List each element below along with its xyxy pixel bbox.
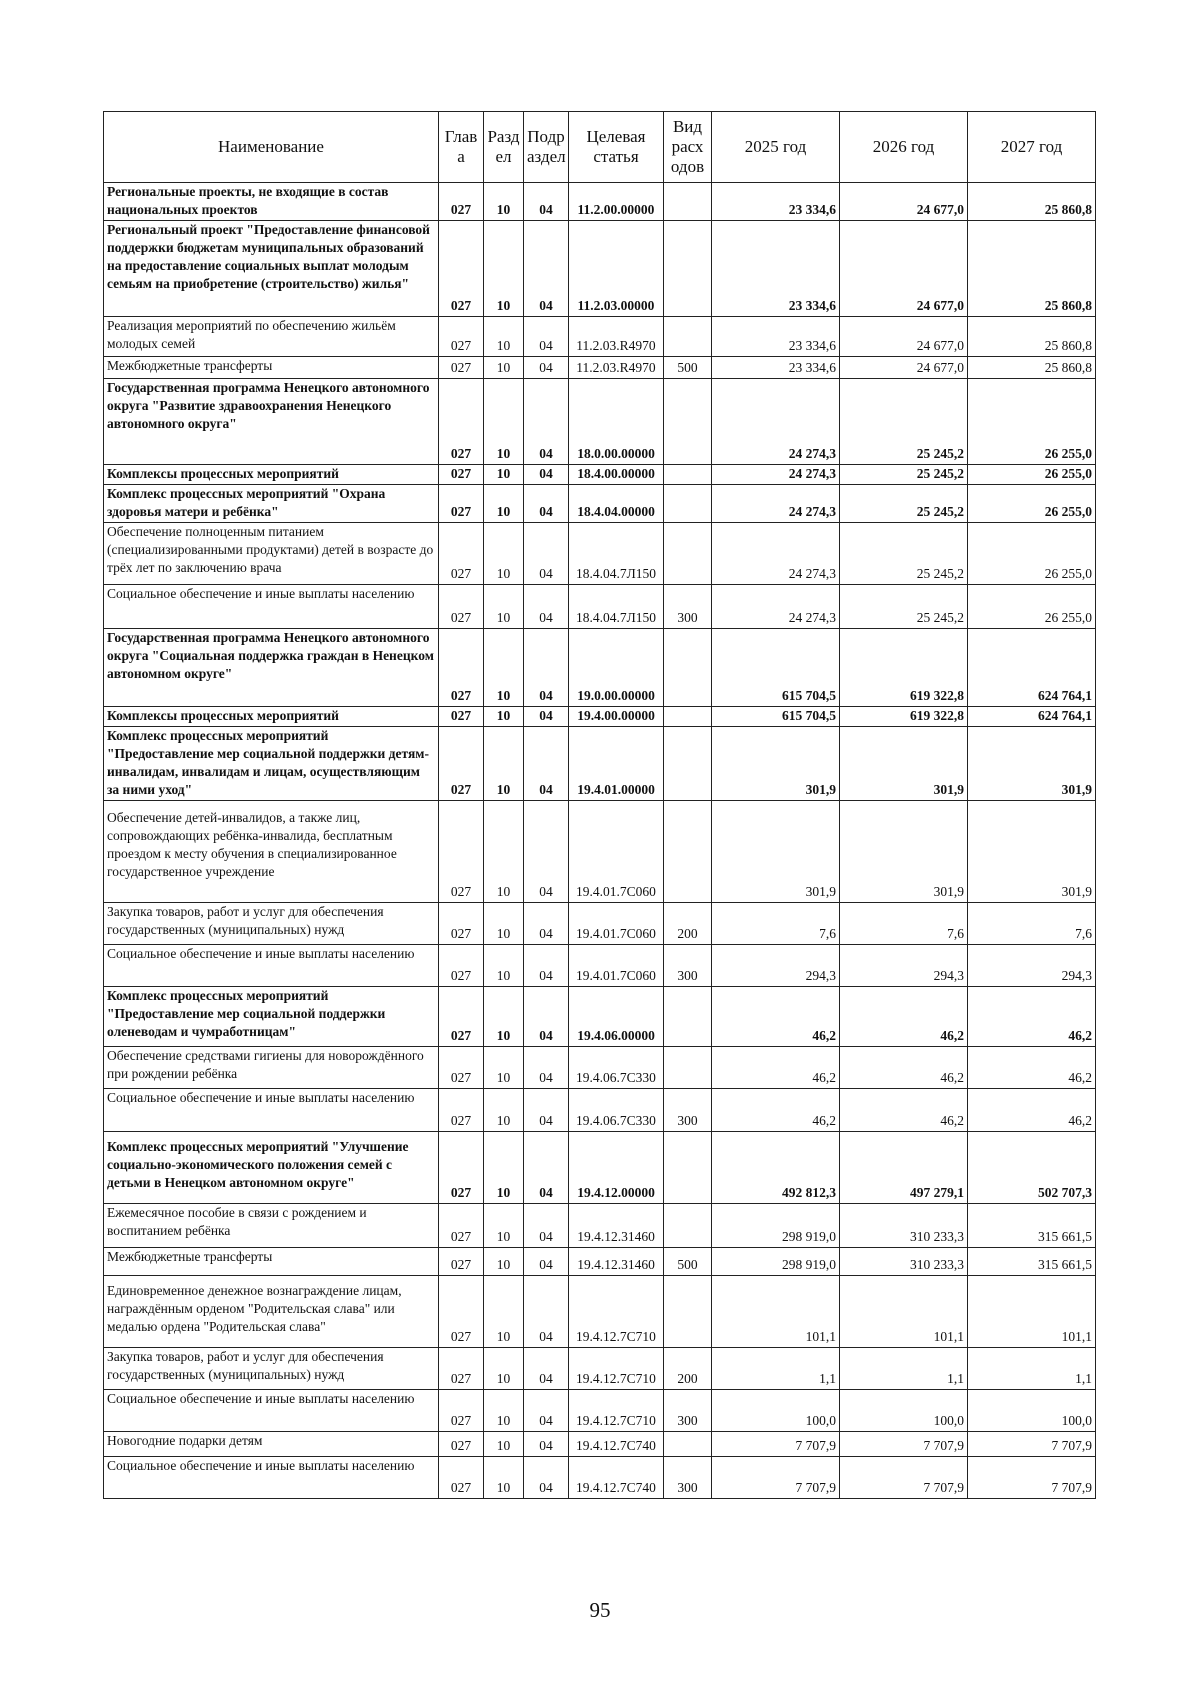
row-section: 10 — [484, 903, 524, 945]
row-value-2027: 624 764,1 — [968, 629, 1096, 707]
header-2027: 2027 год — [968, 112, 1096, 183]
budget-table — [103, 111, 1096, 1499]
row-chapter: 027 — [439, 1132, 484, 1204]
row-chapter: 027 — [439, 801, 484, 903]
row-section: 10 — [484, 183, 524, 221]
row-expense-type — [664, 523, 712, 585]
row-subsection: 04 — [524, 903, 569, 945]
row-name: Социальное обеспечение и иные выплаты населению — [104, 1390, 439, 1432]
row-section: 10 — [484, 801, 524, 903]
row-value-2025: 1,1 — [712, 1348, 840, 1390]
row-expense-type — [664, 183, 712, 221]
row-name: Реализация мероприятий по обеспечению жильём молодых семей — [104, 317, 439, 357]
table-row — [104, 585, 1096, 629]
row-value-2027: 25 860,8 — [968, 317, 1096, 357]
row-chapter: 027 — [439, 317, 484, 357]
row-subsection: 04 — [524, 945, 569, 987]
table-row — [104, 1204, 1096, 1248]
row-name: Социальное обеспечение и иные выплаты населению — [104, 585, 439, 629]
row-subsection: 04 — [524, 1204, 569, 1248]
row-expense-type — [664, 1047, 712, 1089]
row-value-2026: 25 245,2 — [840, 585, 968, 629]
row-value-2025: 23 334,6 — [712, 183, 840, 221]
row-expense-type: 300 — [664, 1457, 712, 1499]
row-subsection: 04 — [524, 1432, 569, 1457]
row-value-2025: 7,6 — [712, 903, 840, 945]
row-value-2027: 7,6 — [968, 903, 1096, 945]
row-section: 10 — [484, 1248, 524, 1276]
table-row — [104, 465, 1096, 485]
table-row — [104, 1348, 1096, 1390]
row-value-2027: 26 255,0 — [968, 585, 1096, 629]
row-section: 10 — [484, 523, 524, 585]
row-chapter: 027 — [439, 629, 484, 707]
table-row — [104, 1047, 1096, 1089]
row-expense-type: 200 — [664, 903, 712, 945]
row-value-2025: 100,0 — [712, 1390, 840, 1432]
row-section: 10 — [484, 629, 524, 707]
row-subsection: 04 — [524, 523, 569, 585]
row-target: 18.4.04.7Л150 — [569, 523, 664, 585]
row-value-2027: 25 860,8 — [968, 183, 1096, 221]
row-subsection: 04 — [524, 987, 569, 1047]
row-target: 19.0.00.00000 — [569, 629, 664, 707]
row-subsection: 04 — [524, 1248, 569, 1276]
row-value-2025: 294,3 — [712, 945, 840, 987]
row-name: Обеспечение полноценным питанием (специализированными продуктами) детей в возрасте до трёх лет по заключению врача — [104, 523, 439, 585]
row-target: 19.4.06.7С330 — [569, 1047, 664, 1089]
row-name: Комплекс процессных мероприятий "Предоставление мер социальной поддержки детям-инвалидам, инвалидам и лицам, осуществляющим за ними уход" — [104, 727, 439, 801]
table-row — [104, 1457, 1096, 1499]
row-chapter: 027 — [439, 1089, 484, 1132]
row-value-2025: 24 274,3 — [712, 379, 840, 465]
row-value-2025: 615 704,5 — [712, 707, 840, 727]
row-section: 10 — [484, 1047, 524, 1089]
row-section: 10 — [484, 1390, 524, 1432]
row-name: Новогодние подарки детям — [104, 1432, 439, 1457]
row-value-2025: 298 919,0 — [712, 1248, 840, 1276]
row-chapter: 027 — [439, 1432, 484, 1457]
row-value-2025: 7 707,9 — [712, 1432, 840, 1457]
row-subsection: 04 — [524, 379, 569, 465]
row-chapter: 027 — [439, 1276, 484, 1348]
row-value-2025: 23 334,6 — [712, 317, 840, 357]
row-name: Межбюджетные трансферты — [104, 357, 439, 379]
table-row — [104, 707, 1096, 727]
row-name: Обеспечение детей-инвалидов, а также лиц, сопровождающих ребёнка-инвалида, бесплатным проездом к месту обучения в специализированное государственное учреждение — [104, 801, 439, 903]
row-expense-type: 200 — [664, 1348, 712, 1390]
row-section: 10 — [484, 1204, 524, 1248]
row-expense-type: 300 — [664, 1089, 712, 1132]
row-target: 11.2.03.00000 — [569, 221, 664, 317]
row-section: 10 — [484, 317, 524, 357]
row-value-2026: 497 279,1 — [840, 1132, 968, 1204]
row-section: 10 — [484, 485, 524, 523]
row-chapter: 027 — [439, 465, 484, 485]
row-target: 19.4.12.31460 — [569, 1204, 664, 1248]
row-value-2026: 24 677,0 — [840, 221, 968, 317]
row-section: 10 — [484, 707, 524, 727]
row-target: 19.4.00.00000 — [569, 707, 664, 727]
row-value-2026: 46,2 — [840, 1047, 968, 1089]
row-value-2026: 25 245,2 — [840, 523, 968, 585]
page-number: 95 — [589, 1598, 611, 1622]
row-expense-type — [664, 1432, 712, 1457]
row-value-2025: 23 334,6 — [712, 357, 840, 379]
row-target: 19.4.12.7С710 — [569, 1276, 664, 1348]
row-value-2025: 46,2 — [712, 1089, 840, 1132]
table-row — [104, 903, 1096, 945]
row-expense-type: 300 — [664, 945, 712, 987]
row-expense-type — [664, 1276, 712, 1348]
table-row — [104, 1276, 1096, 1348]
row-target: 18.0.00.00000 — [569, 379, 664, 465]
row-value-2025: 301,9 — [712, 727, 840, 801]
row-subsection: 04 — [524, 221, 569, 317]
row-value-2025: 492 812,3 — [712, 1132, 840, 1204]
row-value-2025: 301,9 — [712, 801, 840, 903]
row-value-2026: 24 677,0 — [840, 183, 968, 221]
row-value-2026: 301,9 — [840, 727, 968, 801]
header-2026: 2026 год — [840, 112, 968, 183]
table-row — [104, 357, 1096, 379]
header-chapter: Глав а — [439, 112, 484, 183]
row-value-2026: 7,6 — [840, 903, 968, 945]
row-subsection: 04 — [524, 727, 569, 801]
row-value-2027: 46,2 — [968, 1089, 1096, 1132]
table-row — [104, 221, 1096, 317]
row-chapter: 027 — [439, 485, 484, 523]
row-chapter: 027 — [439, 1390, 484, 1432]
row-subsection: 04 — [524, 1276, 569, 1348]
row-subsection: 04 — [524, 1089, 569, 1132]
row-chapter: 027 — [439, 707, 484, 727]
row-target: 19.4.01.7С060 — [569, 801, 664, 903]
row-value-2026: 310 233,3 — [840, 1248, 968, 1276]
header-2025: 2025 год — [712, 112, 840, 183]
row-value-2027: 624 764,1 — [968, 707, 1096, 727]
table-row — [104, 1390, 1096, 1432]
row-chapter: 027 — [439, 727, 484, 801]
row-expense-type — [664, 1204, 712, 1248]
row-value-2026: 301,9 — [840, 801, 968, 903]
row-name: Комплекс процессных мероприятий "Охрана здоровья матери и ребёнка" — [104, 485, 439, 523]
table-row — [104, 801, 1096, 903]
row-value-2027: 26 255,0 — [968, 379, 1096, 465]
row-value-2025: 298 919,0 — [712, 1204, 840, 1248]
table-row — [104, 379, 1096, 465]
row-target: 19.4.06.00000 — [569, 987, 664, 1047]
table-row — [104, 987, 1096, 1047]
row-target: 19.4.06.7С330 — [569, 1089, 664, 1132]
row-value-2025: 46,2 — [712, 987, 840, 1047]
row-name: Единовременное денежное вознаграждение лицам, награждённым орденом "Родительская слава" или медалью ордена "Родительская слава" — [104, 1276, 439, 1348]
row-value-2026: 100,0 — [840, 1390, 968, 1432]
row-target: 19.4.12.7С710 — [569, 1390, 664, 1432]
row-target: 19.4.01.7С060 — [569, 945, 664, 987]
row-section: 10 — [484, 1348, 524, 1390]
row-expense-type — [664, 485, 712, 523]
row-name: Комплекс процессных мероприятий "Предоставление мер социальной поддержки оленеводам и чумработницам" — [104, 987, 439, 1047]
row-expense-type: 500 — [664, 1248, 712, 1276]
row-expense-type — [664, 801, 712, 903]
row-value-2027: 7 707,9 — [968, 1432, 1096, 1457]
row-expense-type — [664, 465, 712, 485]
row-target: 11.2.00.00000 — [569, 183, 664, 221]
row-target: 19.4.12.7С740 — [569, 1457, 664, 1499]
row-chapter: 027 — [439, 1248, 484, 1276]
row-value-2027: 25 860,8 — [968, 357, 1096, 379]
row-section: 10 — [484, 379, 524, 465]
row-subsection: 04 — [524, 707, 569, 727]
row-subsection: 04 — [524, 1390, 569, 1432]
table-row — [104, 523, 1096, 585]
row-value-2026: 24 677,0 — [840, 357, 968, 379]
row-section: 10 — [484, 1432, 524, 1457]
row-subsection: 04 — [524, 465, 569, 485]
row-value-2027: 26 255,0 — [968, 523, 1096, 585]
row-expense-type: 300 — [664, 1390, 712, 1432]
row-name: Социальное обеспечение и иные выплаты населению — [104, 1089, 439, 1132]
header-subsection: Подр аздел — [524, 112, 569, 183]
table-row — [104, 1089, 1096, 1132]
row-value-2027: 7 707,9 — [968, 1457, 1096, 1499]
table-row — [104, 485, 1096, 523]
row-value-2025: 24 274,3 — [712, 485, 840, 523]
row-value-2027: 26 255,0 — [968, 465, 1096, 485]
row-name: Региональный проект "Предоставление финансовой поддержки бюджетам муниципальных образований на предоставление социальных выплат молодым семьям на приобретение (строительство) жилья" — [104, 221, 439, 317]
table-row — [104, 727, 1096, 801]
row-target: 18.4.00.00000 — [569, 465, 664, 485]
row-section: 10 — [484, 221, 524, 317]
row-value-2026: 46,2 — [840, 987, 968, 1047]
row-section: 10 — [484, 727, 524, 801]
row-value-2027: 301,9 — [968, 801, 1096, 903]
row-chapter: 027 — [439, 1457, 484, 1499]
row-name: Ежемесячное пособие в связи с рождением и воспитанием ребёнка — [104, 1204, 439, 1248]
header-expense-type: Вид расх одов — [664, 112, 712, 183]
row-name: Комплекс процессных мероприятий "Улучшение социально-экономического положения семей с детьми в Ненецком автономном округе" — [104, 1132, 439, 1204]
row-chapter: 027 — [439, 183, 484, 221]
table-row — [104, 1432, 1096, 1457]
row-subsection: 04 — [524, 1047, 569, 1089]
row-value-2026: 1,1 — [840, 1348, 968, 1390]
row-value-2027: 46,2 — [968, 1047, 1096, 1089]
row-name: Комплексы процессных мероприятий — [104, 465, 439, 485]
row-section: 10 — [484, 357, 524, 379]
row-value-2025: 23 334,6 — [712, 221, 840, 317]
row-value-2025: 24 274,3 — [712, 465, 840, 485]
row-chapter: 027 — [439, 585, 484, 629]
row-subsection: 04 — [524, 1457, 569, 1499]
row-subsection: 04 — [524, 485, 569, 523]
row-expense-type — [664, 1132, 712, 1204]
row-expense-type — [664, 221, 712, 317]
row-subsection: 04 — [524, 801, 569, 903]
row-value-2027: 502 707,3 — [968, 1132, 1096, 1204]
row-subsection: 04 — [524, 357, 569, 379]
row-section: 10 — [484, 945, 524, 987]
row-target: 18.4.04.7Л150 — [569, 585, 664, 629]
row-value-2026: 25 245,2 — [840, 379, 968, 465]
row-name: Социальное обеспечение и иные выплаты населению — [104, 945, 439, 987]
row-value-2026: 25 245,2 — [840, 465, 968, 485]
row-section: 10 — [484, 1457, 524, 1499]
row-target: 19.4.12.7С740 — [569, 1432, 664, 1457]
row-chapter: 027 — [439, 945, 484, 987]
row-value-2025: 7 707,9 — [712, 1457, 840, 1499]
row-value-2026: 25 245,2 — [840, 485, 968, 523]
row-expense-type — [664, 629, 712, 707]
row-value-2027: 315 661,5 — [968, 1248, 1096, 1276]
row-value-2026: 619 322,8 — [840, 707, 968, 727]
row-target: 11.2.03.R4970 — [569, 317, 664, 357]
row-value-2026: 310 233,3 — [840, 1204, 968, 1248]
row-value-2025: 24 274,3 — [712, 585, 840, 629]
row-name: Региональные проекты, не входящие в состав национальных проектов — [104, 183, 439, 221]
row-value-2027: 101,1 — [968, 1276, 1096, 1348]
row-value-2025: 46,2 — [712, 1047, 840, 1089]
row-value-2026: 619 322,8 — [840, 629, 968, 707]
row-name: Межбюджетные трансферты — [104, 1248, 439, 1276]
row-chapter: 027 — [439, 379, 484, 465]
row-subsection: 04 — [524, 585, 569, 629]
row-value-2025: 615 704,5 — [712, 629, 840, 707]
row-expense-type — [664, 317, 712, 357]
row-name: Закупка товаров, работ и услуг для обеспечения государственных (муниципальных) нужд — [104, 1348, 439, 1390]
row-section: 10 — [484, 987, 524, 1047]
table-row — [104, 945, 1096, 987]
row-subsection: 04 — [524, 1132, 569, 1204]
row-subsection: 04 — [524, 629, 569, 707]
row-section: 10 — [484, 1276, 524, 1348]
row-target: 19.4.12.7С710 — [569, 1348, 664, 1390]
row-expense-type — [664, 379, 712, 465]
table-row — [104, 183, 1096, 221]
row-name: Социальное обеспечение и иные выплаты населению — [104, 1457, 439, 1499]
row-chapter: 027 — [439, 1047, 484, 1089]
row-chapter: 027 — [439, 357, 484, 379]
header-row — [104, 112, 1096, 183]
row-target: 18.4.04.00000 — [569, 485, 664, 523]
row-expense-type — [664, 987, 712, 1047]
row-value-2026: 294,3 — [840, 945, 968, 987]
row-expense-type: 300 — [664, 585, 712, 629]
row-chapter: 027 — [439, 1204, 484, 1248]
row-value-2027: 26 255,0 — [968, 485, 1096, 523]
row-target: 19.4.01.7С060 — [569, 903, 664, 945]
table-row — [104, 629, 1096, 707]
row-section: 10 — [484, 1089, 524, 1132]
row-value-2026: 7 707,9 — [840, 1432, 968, 1457]
row-expense-type — [664, 727, 712, 801]
row-value-2026: 46,2 — [840, 1089, 968, 1132]
row-name: Государственная программа Ненецкого автономного округа "Развитие здравоохранения Ненецкого автономного округа" — [104, 379, 439, 465]
row-section: 10 — [484, 1132, 524, 1204]
row-value-2026: 7 707,9 — [840, 1457, 968, 1499]
row-section: 10 — [484, 585, 524, 629]
header-section: Разд ел — [484, 112, 524, 183]
row-target: 19.4.12.00000 — [569, 1132, 664, 1204]
row-name: Обеспечение средствами гигиены для новорождённого при рождении ребёнка — [104, 1047, 439, 1089]
row-value-2026: 24 677,0 — [840, 317, 968, 357]
header-target: Целевая статья — [569, 112, 664, 183]
row-name: Государственная программа Ненецкого автономного округа "Социальная поддержка граждан в Ненецком автономном округе" — [104, 629, 439, 707]
row-value-2025: 24 274,3 — [712, 523, 840, 585]
row-value-2027: 100,0 — [968, 1390, 1096, 1432]
row-section: 10 — [484, 465, 524, 485]
row-value-2027: 25 860,8 — [968, 221, 1096, 317]
row-chapter: 027 — [439, 903, 484, 945]
row-chapter: 027 — [439, 1348, 484, 1390]
row-value-2027: 315 661,5 — [968, 1204, 1096, 1248]
row-value-2027: 46,2 — [968, 987, 1096, 1047]
row-value-2027: 1,1 — [968, 1348, 1096, 1390]
row-subsection: 04 — [524, 1348, 569, 1390]
row-name: Комплексы процессных мероприятий — [104, 707, 439, 727]
row-name: Закупка товаров, работ и услуг для обеспечения государственных (муниципальных) нужд — [104, 903, 439, 945]
row-value-2025: 101,1 — [712, 1276, 840, 1348]
row-chapter: 027 — [439, 523, 484, 585]
row-chapter: 027 — [439, 987, 484, 1047]
table-row — [104, 1248, 1096, 1276]
row-subsection: 04 — [524, 183, 569, 221]
row-value-2026: 101,1 — [840, 1276, 968, 1348]
row-value-2027: 294,3 — [968, 945, 1096, 987]
header-name: Наименование — [104, 112, 439, 183]
table-row — [104, 1132, 1096, 1204]
row-subsection: 04 — [524, 317, 569, 357]
row-target: 19.4.01.00000 — [569, 727, 664, 801]
row-expense-type — [664, 707, 712, 727]
table-row — [104, 317, 1096, 357]
row-expense-type: 500 — [664, 357, 712, 379]
row-target: 19.4.12.31460 — [569, 1248, 664, 1276]
row-target: 11.2.03.R4970 — [569, 357, 664, 379]
row-chapter: 027 — [439, 221, 484, 317]
row-value-2027: 301,9 — [968, 727, 1096, 801]
